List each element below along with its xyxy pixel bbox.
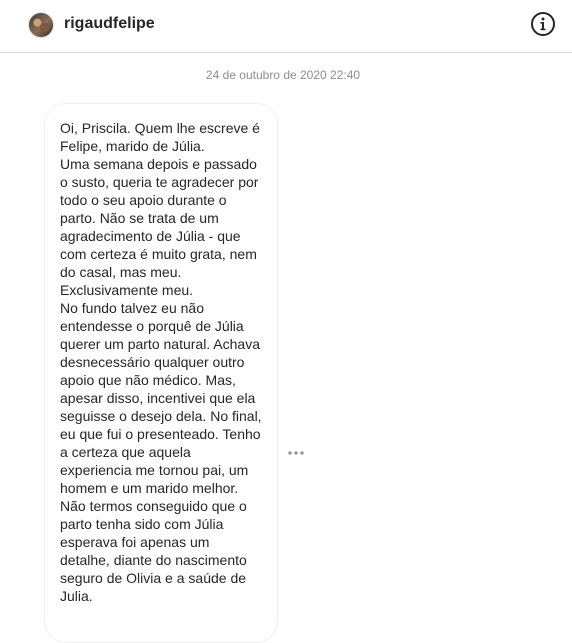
info-icon[interactable]	[530, 11, 556, 37]
message-timestamp: 24 de outubro de 2020 22:40	[205, 68, 361, 82]
avatar[interactable]	[28, 12, 54, 38]
message-bubble[interactable]	[44, 103, 278, 643]
username[interactable]: rigaudfelipe	[64, 15, 155, 32]
message-text: Oi, Priscila. Quem lhe escreve é Felipe, marido de Júlia. Uma semana depois e passado o susto, queria te agradecer por todo o seu apoio durante o parto. Não se trata de um agradecimento de Júlia - que com certeza é muito grata, nem do casal, mas meu. Exclusivamente meu. No fundo talvez eu não entendesse o porquê de Júlia querer um parto natural. Achava desnecessário qualquer outro apoio que não médico. Mas, apesar disso, incentivei que ela seguisse o desejo dela. No final, eu que fui o presenteado. Tenho a certeza que aquela experiencia me tornou pai, um homem e um marido melhor. Não termos conseguido que o parto tenha sido com Júlia esperava foi apenas um detalhe, diante do nascimento seguro de Olivia e a saúde de Julia.	[60, 120, 262, 604]
chat-header	[0, 0, 572, 53]
more-options-icon[interactable]	[286, 446, 306, 460]
